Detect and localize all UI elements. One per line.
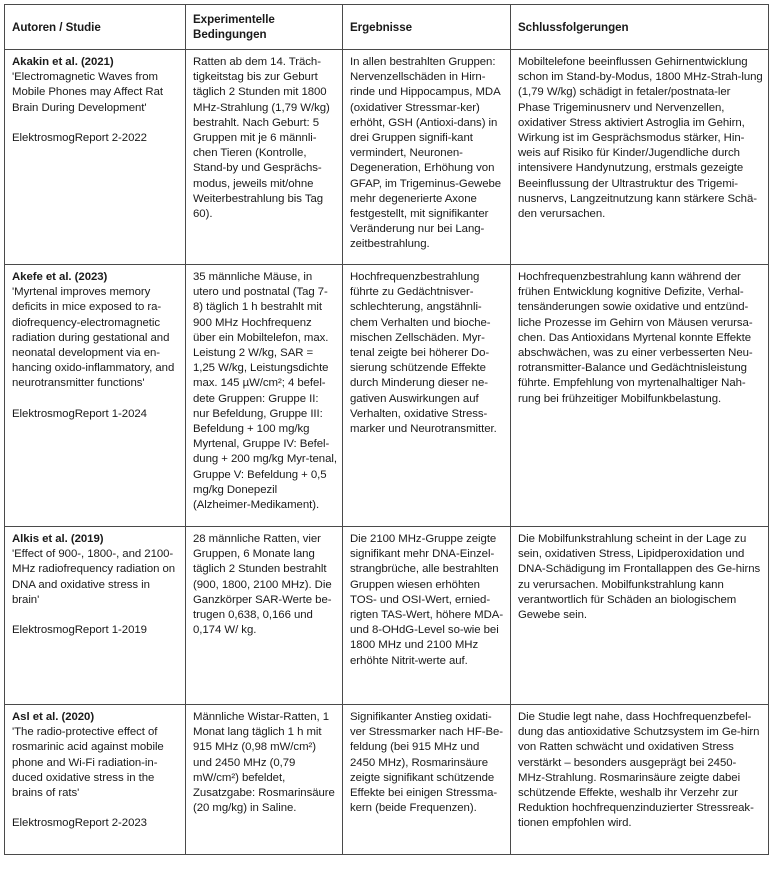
table-row (5, 50, 769, 265)
table-row (5, 705, 769, 855)
study-source: ElektrosmogReport 1-2019 (12, 624, 147, 637)
results-cell: In allen bestrahlten Gruppen: Nervenzellschäden in Hirn-rinde und Hippocampus, MDA (oxidativer Stressmar-ker) erhöht, GSH (Antioxi-dans) in drei Gruppen signifi-kant vermindert, Neuronen-Degeneration, Erhöhung von GFAP, im Trigeminus-Gewebe mehr degenerierte Axone festgestellt, mit signifikanter Veränderung nur bei Lang-zeitbestrahlung. (343, 50, 511, 265)
study-title: 'Myrtenal improves memory deficits in mice exposed to ra-diofrequency-electromagnetic radiation during gestational and neonatal development via en-hancing oxido-inflammatory, and neurotransmitter functions' (12, 286, 175, 390)
header-results: Ergebnisse (343, 5, 511, 50)
study-author: Asl et al. (2020) (12, 711, 95, 723)
study-cell (5, 265, 186, 527)
study-title: 'Effect of 900-, 1800-, and 2100-MHz radiofrequency radiation on DNA and oxidative stress in brain' (12, 548, 176, 606)
results-cell: Signifikanter Anstieg oxidati-ver Stressmarker nach HF-Be-feldung (bei 915 MHz und 2450 MHz), Rosmarinsäure zeigte signifikant schützende Effekte bei einigen Stressma-kern (beide Frequenzen). (343, 705, 511, 855)
conclusions-cell: Die Studie legt nahe, dass Hochfrequenzbefel-dung das antioxidative Schutzsystem im Ge-hirn von Ratten schwächt und oxidativen Stress verstärkt – besonders ausgeprägt bei 2450-MHz-Strahlung. Rosmarinsäure zeigte dabei schützende Effekte, weshalb ihr Verzehr zur Reduktion hochfrequenzinduzierter Stressreak-tionen empfohlen wird. (511, 705, 769, 855)
table-header-row (5, 5, 769, 50)
study-title: 'Electromagnetic Waves from Mobile Phones may Affect Rat Brain During Development' (12, 71, 163, 114)
conclusions-cell: Mobiltelefone beeinflussen Gehirnentwicklung schon im Stand-by-Modus, 1800 MHz-Strah-lung (1,79 W/kg) schädigt in fetaler/postnata-ler Phase Trigeminusnerv und Nervenzellen, oxidativer Stress aktiviert Astroglia im Gehirn, Wirkung ist im Gesprächsmodus stärker, Hin-weis auf Risiko für Kinder/Jugendliche durch intensivere Handynutzung, erstmals gezeigte Beeinflussung der Ultrastruktur des Trigemi-nusnervs, Langzeitnutzung kann stärkere Schä-den verursachen. (511, 50, 769, 265)
conclusions-cell: Die Mobilfunkstrahlung scheint in der Lage zu sein, oxidativen Stress, Lipidperoxidation und DNA-Schädigung im Frontallappen des Ge-hirns zu verursachen. Mobilfunkstrahlung kann verantwortlich für Schäden an biologischem Gewebe sein. (511, 527, 769, 705)
conditions-cell: Männliche Wistar-Ratten, 1 Monat lang täglich 1 h mit 915 MHz (0,98 mW/cm²) und 2450 MHz (0,79 mW/cm²) befeldet, Zusatzgabe: Rosmarinsäure (20 mg/kg) in Saline. (186, 705, 343, 855)
study-source: ElektrosmogReport 2-2023 (12, 817, 147, 830)
header-authors-study: Autoren / Studie (5, 5, 186, 50)
study-cell (5, 50, 186, 265)
results-cell: Hochfrequenzbestrahlung führte zu Gedächtnisver-schlechterung, angstähnli-chem Verhalten und bioche-mischen Zellschäden. Myr-tenal zeigte bei höherer Do-sierung schützende Effekte durch Minderung dieser ne-gativen Auswirkungen auf Verhalten, oxidative Stress-marker und Neurotransmitter. (343, 265, 511, 527)
study-cell (5, 527, 186, 705)
study-cell (5, 705, 186, 855)
conditions-cell: 28 männliche Ratten, vier Gruppen, 6 Monate lang täglich 2 Stunden bestrahlt (900, 1800, 2100 MHz). Die Ganzkörper SAR-Werte be-trugen 0,638, 0,166 und 0,174 W/ kg. (186, 527, 343, 705)
conditions-cell: 35 männliche Mäuse, in utero und postnatal (Tag 7-8) täglich 1 h bestrahlt mit 900 MHz Hochfrequenz über ein Mobiltelefon, max. Leistung 2 W/kg, SAR = 1,25 W/kg, Leistungsdichte max. 145 µW/cm²; 4 befel-dete Gruppen: Gruppe II: nur Befeldung, Gruppe III: Befeldung + 100 mg/kg Myrtenal, Gruppe IV: Befel-dung + 200 mg/kg Myr-tenal, Gruppe V: Befeldung + 0,5 mg/kg Donepezil (Alzheimer-Medikament). (186, 265, 343, 527)
study-source: ElektrosmogReport 1-2024 (12, 407, 147, 420)
table-row (5, 265, 769, 527)
study-author: Akefe et al. (2023) (12, 271, 108, 283)
studies-table (4, 4, 769, 855)
study-author: Alkis et al. (2019) (12, 533, 104, 545)
studies-table-container (4, 4, 768, 855)
conclusions-cell: Hochfrequenzbestrahlung kann während der frühen Entwicklung kognitive Defizite, Verhal-tensänderungen sowie oxidative und entzünd-liche Prozesse im Gehirn von Mäusen verursa-chen. Das Antioxidans Myrtenal konnte Effekte abschwächen, was zu einer verbesserten Neu-rotransmitter-Balance und Gedächtnisleistung führte. Empfehlung von myrtenalhaltiger Nah-rung bei frühzeitiger Mobilfunkbelastung. (511, 265, 769, 527)
conditions-cell: Ratten ab dem 14. Träch-tigkeitstag bis zur Geburt täglich 2 Stunden mit 1800 MHz-Strahlung (1,79 W/kg) bestrahlt. Nach Geburt: 5 Gruppen mit je 6 männli-chen Tieren (Kontrolle, Stand-by und Gesprächs-modus, jeweils mit/ohne Weiterbestrahlung bis Tag 60). (186, 50, 343, 265)
table-row (5, 527, 769, 705)
study-title: 'The radio-protective effect of rosmarinic acid against mobile phone and Wi-Fi radiation-in-duced oxidative stress in the brains of rats' (12, 726, 164, 800)
header-conclusions: Schlussfolgerungen (511, 5, 769, 50)
study-source: ElektrosmogReport 2-2022 (12, 131, 147, 144)
study-author: Akakin et al. (2021) (12, 56, 114, 68)
header-experimental-conditions: Experimentelle Bedingungen (186, 5, 343, 50)
results-cell: Die 2100 MHz-Gruppe zeigte signifikant mehr DNA-Einzel-strangbrüche, alle bestrahlten Gruppen wiesen erhöhten TOS- und OSI-Wert, ernied-rigten TAS-Wert, höhere MDA- und 8-OHdG-Level so-wie bei 1800 MHz und 2100 MHz erhöhte Nitrit-werte auf. (343, 527, 511, 705)
